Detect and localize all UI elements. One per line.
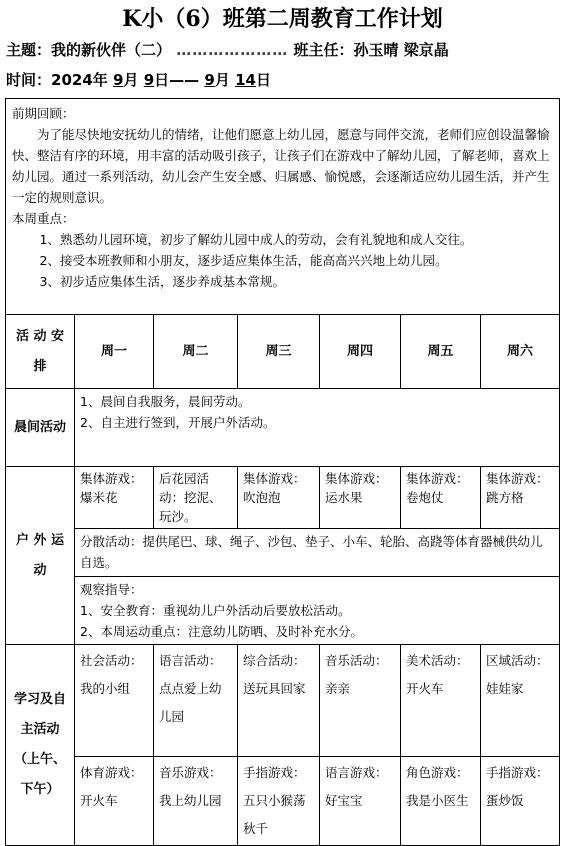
corner-label: 活 动 安 排 <box>6 315 75 389</box>
observe-row <box>6 577 560 645</box>
time-label: 时间： <box>6 71 52 89</box>
study-activity: 手指游戏：蛋炒饭 <box>481 757 560 846</box>
observe-title: 观察指导： <box>80 582 143 597</box>
day-unit: 日 <box>255 71 271 89</box>
study-activity: 综合活动：送玩具回家 <box>238 645 320 757</box>
focus-item: 3、初步适应集体生活，逐步养成基本常规。 <box>39 274 285 289</box>
day-header: 周三 <box>238 315 320 389</box>
group-activity-row <box>6 529 560 577</box>
review-text: 为了能尽快地安抚幼儿的情绪，让他们愿意上幼儿园，愿意与同伴交流，老师们应创设温馨愉快、整洁有序的环境，用丰富的活动吸引孩子，让孩子们在游戏中了解幼儿园，了解老师，喜欢上幼儿园。通过一系列活动，幼儿会产生安全感、归属感、愉悦感，会逐渐适应幼儿园生活，并产生一定的规则意识。 <box>12 127 550 205</box>
outdoor-game: 集体游戏：卷炮仗 <box>401 467 481 529</box>
study-activity: 体育游戏：开火车 <box>75 757 154 846</box>
focus-item: 1、熟悉幼儿园环境，初步了解幼儿园中成人的劳动，会有礼貌地和成人交往。 <box>39 232 473 247</box>
morning-row <box>6 389 560 467</box>
outdoor-game: 后花园活动：挖泥、玩沙。 <box>154 467 238 529</box>
morning-label: 晨间活动 <box>6 389 75 467</box>
day-header: 周六 <box>481 315 560 389</box>
focus-item: 2、接受本班教师和小朋友，逐步适应集体生活，能高高兴兴地上幼儿园。 <box>39 253 448 268</box>
header-row <box>6 315 560 389</box>
theme-value: 我的新伙伴（二） <box>51 41 172 59</box>
year: 2024 <box>51 71 93 89</box>
study-activity: 音乐活动：亲亲 <box>320 645 401 757</box>
month-unit-2: 月 <box>214 71 230 89</box>
study-row-1 <box>6 645 560 757</box>
review-row <box>6 99 560 315</box>
teacher-value: 孙玉晴 梁京晶 <box>353 41 449 59</box>
outdoor-game: 集体游戏：运水果 <box>320 467 401 529</box>
end-month: 9 <box>204 71 215 89</box>
time-line <box>6 68 271 92</box>
day-header: 周四 <box>320 315 401 389</box>
start-day: 9 <box>143 71 155 89</box>
day-header: 周二 <box>154 315 238 389</box>
review-title: 前期回顾： <box>12 106 75 121</box>
range-sep: 日—— <box>154 71 200 89</box>
theme-label: 主题： <box>6 41 52 59</box>
theme-line <box>6 38 449 62</box>
study-activity: 语言活动：点点爱上幼儿园 <box>154 645 238 757</box>
start-month: 9 <box>113 71 124 89</box>
review-section <box>6 99 560 315</box>
plan-table <box>5 98 560 846</box>
outdoor-games-row <box>6 467 560 529</box>
month-unit: 月 <box>123 71 139 89</box>
study-activity: 音乐游戏：我上幼儿园 <box>154 757 238 846</box>
focus-title: 本周重点： <box>12 211 75 226</box>
observe-line: 2、本周运动重点：注意幼儿防晒、及时补充水分。 <box>80 624 363 639</box>
morning-content <box>75 389 560 467</box>
year-unit: 年 <box>92 71 108 89</box>
morning-line: 2、自主进行签到，开展户外活动。 <box>80 415 276 430</box>
study-activity: 角色游戏：我是小医生 <box>401 757 481 846</box>
day-header: 周一 <box>75 315 154 389</box>
study-label-main: 学习及自主活动 <box>13 692 66 737</box>
study-row-2 <box>6 757 560 846</box>
morning-line: 1、晨间自我服务，晨间劳动。 <box>80 394 251 409</box>
teacher-label: 班主任： <box>293 41 354 59</box>
observe-line: 1、安全教育：重视幼儿户外活动后要放松活动。 <box>80 603 351 618</box>
outdoor-game: 集体游戏：吹泡泡 <box>238 467 320 529</box>
outdoor-label: 户 外 运 动 <box>6 467 75 645</box>
outdoor-game: 集体游戏：跳方格 <box>481 467 560 529</box>
study-activity: 社会活动：我的小组 <box>75 645 154 757</box>
group-activity: 分散活动：提供尾巴、球、绳子、沙包、垫子、小车、轮胎、高跷等体育器械供幼儿自选。 <box>75 529 560 577</box>
outdoor-game: 集体游戏：爆米花 <box>75 467 154 529</box>
study-activity: 美术活动：开火车 <box>401 645 481 757</box>
study-activity: 区域活动：娃娃家 <box>481 645 560 757</box>
day-header: 周五 <box>401 315 481 389</box>
observe-content <box>75 577 560 645</box>
leader-dots: ………………… <box>176 41 289 59</box>
study-activity: 语言游戏：好宝宝 <box>320 757 401 846</box>
study-label-sub: （上午、下午） <box>13 752 66 797</box>
study-label <box>6 645 75 846</box>
page-title: K小（6）班第二周教育工作计划 <box>122 6 443 32</box>
end-day: 14 <box>235 71 256 89</box>
study-activity: 手指游戏：五只小猴荡秋千 <box>238 757 320 846</box>
